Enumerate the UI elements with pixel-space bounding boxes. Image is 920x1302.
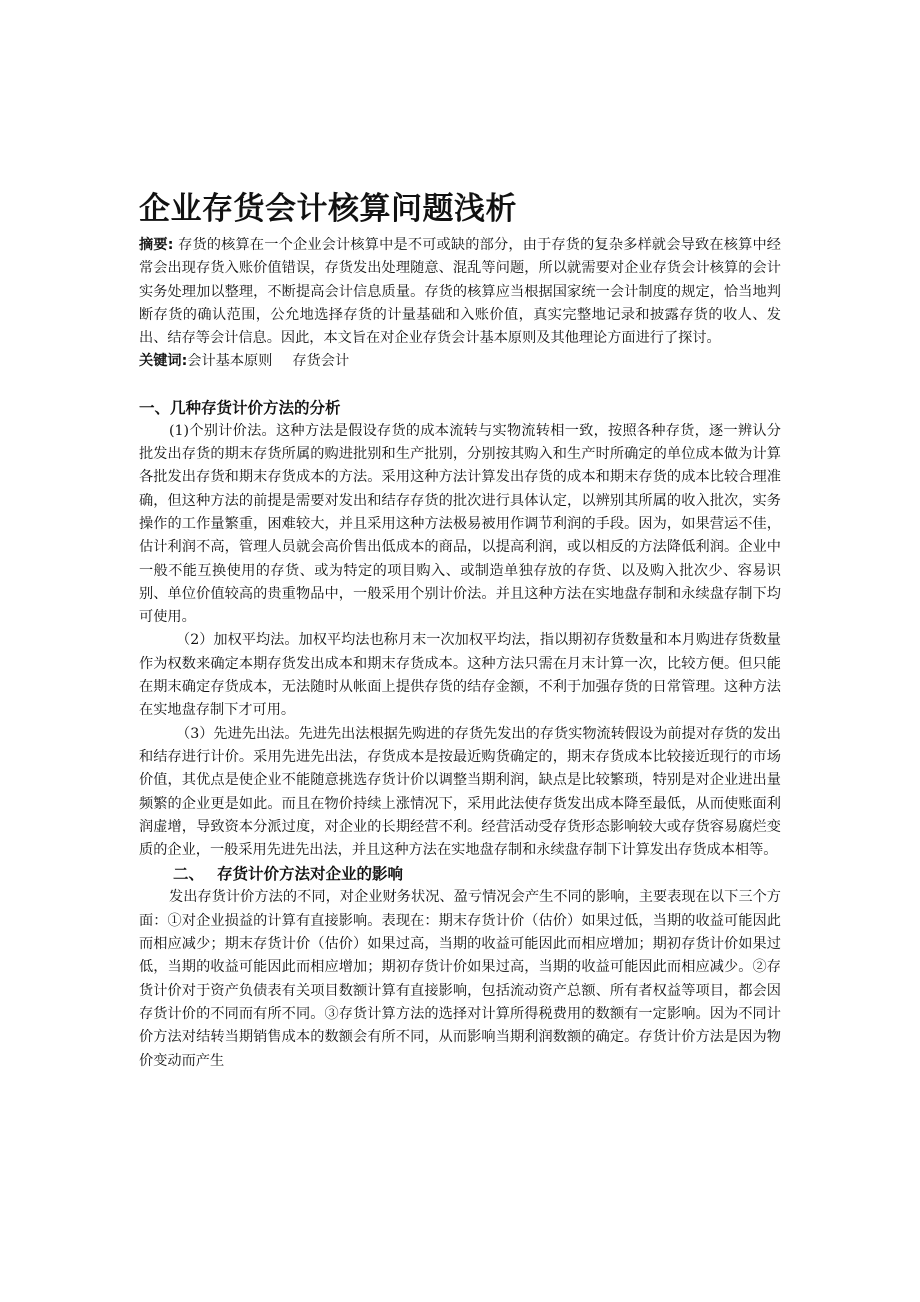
abstract-text: 存货的核算在一个企业会计核算中是不可或缺的部分，由于存货的复杂多样就会导致在核算中经常会出现存货入账价值错误，存货发出处理随意、混乱等问题，所以就需要对企业存货会计核算的会计实务处理加以整理，不断提高会计信息质量。存货的核算应当根据国家统一会计制度的规定，恰当地判断存货的确认范围，公允地选择存货的计量基础和入账价值，真实完整地记录和披露存货的收人、发出、结存等会计信息。因此，本文旨在对企业存货会计基本原则及其他理论方面进行了探讨。 [139,237,781,347]
abstract-label: 摘要: [139,237,174,253]
section-1-heading: 一、几种存货计价方法的分析 [139,398,341,417]
section-1-paragraph-weighted-average: （2）加权平均法。加权平均法也称月末一次加权平均法，指以期初存货数量和本月购进存货数量作为权数来确定本期存货发出成本和期末存货成本。这种方法只需在月末计算一次，比较方便。但只能在期末确定存货成本，无法随时从帐面上提供存货的结存金额，不利于加强存货的日常管理。这种方法在实地盘存制下才可用。 [139,632,781,719]
section-1-paragraph-fifo: （3）先进先出法。先进先出法根据先购进的存货先发出的存货实物流转假设为前提对存货的发出和结存进行计价。采用先进先出法，存货成本是按最近购货确定的，期末存货成本比较接近现行的市场价值，其优点是使企业不能随意挑选存货计价以调整当期利润，缺点是比较繁琐，特别是对企业进出量频繁的企业更是如此。而且在物价持续上涨情况下，采用此法使存货发出成本降至最低，从而使账面利润虚增，导致资本分派过度，对企业的长期经营不利。经营活动受存货形态影响较大或存货容易腐烂变质的企业，一般采用先进先出法，并且这种方法在实地盘存制和永续盘存制下计算发出存货成本相等。 [139,725,781,859]
section-2-heading-text: 存货计价方法对企业的影响 [217,865,404,884]
keyword-2: 存货会计 [292,353,350,370]
section-1-paragraph-individual-pricing: (1)个别计价法。这种方法是假设存货的成本流转与实物流转相一致，按照各种存货，逐一辨认分批发出存货的期末存货所属的购进批别和生产批别，分别按其购入和生产时所确定的单位成本做为计算各批发出存货和期末存货成本的方法。采用这种方法计算发出存货的成本和期末存货的成本比较合理准确，但这种方法的前提是需要对发出和结存存货的批次进行具体认定，以辨别其所属的收入批次，实务操作的工作量繁重，困难较大，并且采用这种方法极易被用作调节利润的手段。因为，如果营运不佳，估计利润不高，管理人员就会高价售出低成本的商品，以提高利润，或以相反的方法降低利润。企业中一般不能互换使用的存货、或为特定的项目购入、或制造单独存放的存货、以及购入批次少、容易识别、单位价值较高的贵重物品中，一般采用个别计价法。并且这种方法在实地盘存制和永续盘存制下均可使用。 [139,422,781,626]
section-2-heading-number: 二、 [173,865,205,884]
keyword-1: 会计基本原则 [187,353,273,370]
document-title: 企业存货会计核算问题浅析 [139,191,517,227]
section-2-heading [173,862,781,886]
keywords-line [139,350,781,373]
section-2-paragraph-impact: 发出存货计价方法的不同，对企业财务状况、盈亏情况会产生不同的影响，主要表现在以下三个方面：①对企业损益的计算有直接影响。表现在：期末存货计价（估价）如果过低，当期的收益可能因此而相应减少；期末存货计价（估价）如果过高，当期的收益可能因此而相应增加；期初存货计价如果过低，当期的收益可能因此而相应增加；期初存货计价如果过高，当期的收益可能因此而相应减少。②存货计价对于资产负债表有关项目数额计算有直接影响，包括流动资产总额、所有者权益等项目，都会因存货计价的不同而有所不同。③存货计算方法的选择对计算所得税费用的数额有一定影响。因为不同计价方法对结转当期销售成本的数额会有所不同，从而影响当期利润数额的确定。存货计价方法是因为物价变动而产生 [139,889,781,1069]
document-page [139,186,781,1073]
keywords-label: 关键词: [139,353,188,370]
abstract-paragraph [139,234,781,350]
